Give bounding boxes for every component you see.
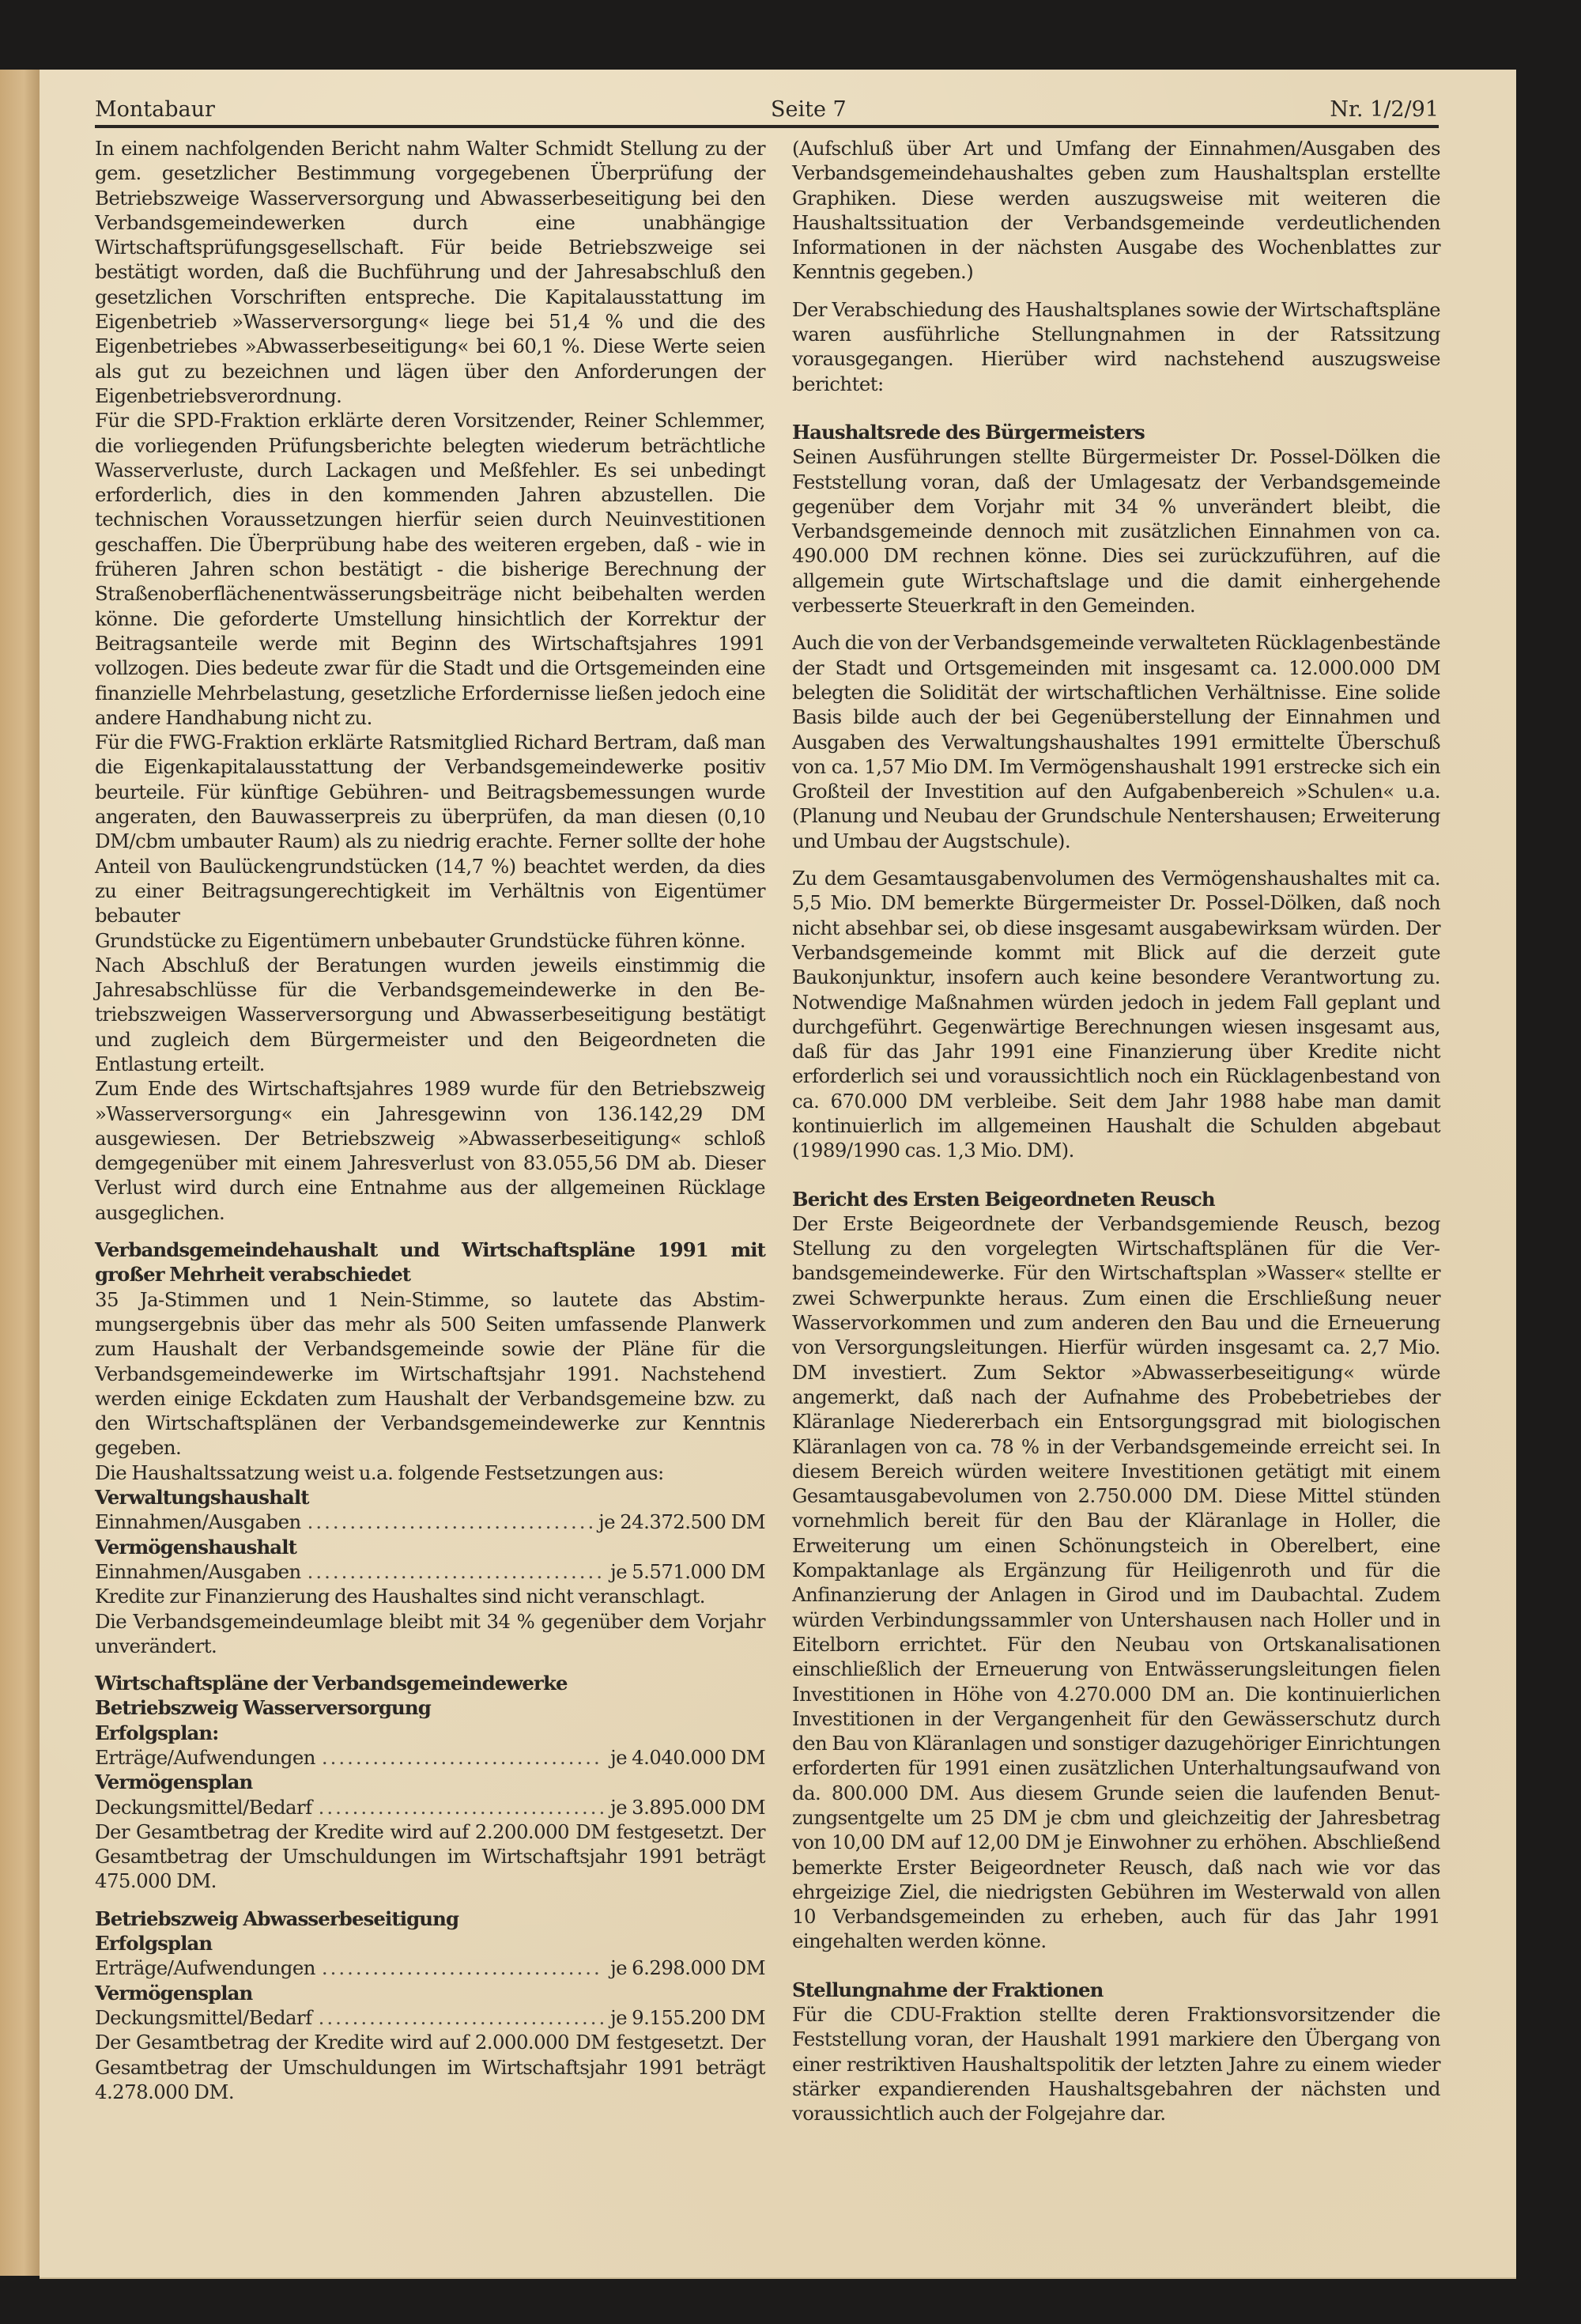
budget-row-value: je 9.155.200 DM — [610, 2005, 765, 2029]
right-column — [792, 136, 1440, 2126]
budget-row-value: je 24.372.500 DM — [598, 1510, 765, 1534]
paragraph: Seinen Ausführungen stellte Bürgermeister Dr. Possel-Dölken die Feststellung voran, daß der Umlagesatz der Verbandsgemeinde gegenüber dem Vorjahr mit 34 % unverändert bleibt, die Verbandsgemeinde dennoch mit zusätzlichen Einnahmen von ca. 490.000 DM rechnen könne. Dies sei zurückzuführen, auf die allgemein gute Wirtschaftslage und die damit einhergehende verbesserte Steuerkraft in den Gemeinden. — [792, 445, 1440, 618]
paragraph: Der Verabschiedung des Haushaltsplanes sowie der Wirtschaftspläne waren ausführliche Stellungnahmen in der Ratssitzung vorausgegangen. Hierüber wird nachstehend auszugsweise berichtet: — [792, 297, 1440, 395]
dot-leader — [319, 2005, 604, 2030]
page-sheet — [40, 70, 1516, 2277]
section-heading: Bericht des Ersten Beigeordneten Reusch — [792, 1187, 1215, 1211]
subheading: Erfolgsplan: — [95, 1721, 219, 1744]
paragraph: Zu dem Gesamtausgabenvolumen des Vermögenshaushaltes mit ca. 5,5 Mio. DM bemerkte Bürgermeister Dr. Possel-Dölken, daß noch nicht absehbar sei, ob diese insgesamt ausgabewirksam würden. Der Verbandsgemeinde kommt mit Blick auf die derzeit gute Baukonjunktur, insofern auch keine besondere Verantwortung zu. Notwendige Maßnahmen würden jedoch in jedem Fall geplant und durchgeführt. Gegenwärtige Berechnungen wiesen insgesamt aus, daß für das Jahr 1991 eine Finanzierung über Kredite nicht erforderlich sei und voraussichtlich noch ein Rücklagenbestand von ca. 670.000 DM verbleibe. Seit dem Jahr 1988 habe man damit kontinuierlich im allgemeinen Haushalt die Schulden abgebaut (1989/1990 cas. 1,3 Mio. DM). — [792, 867, 1440, 1162]
section-heading: Verbandsgemeindehaushalt und Wirtschaftspläne 1991 mit großer Mehrheit verabschiedet — [95, 1238, 765, 1287]
dot-leader — [308, 1510, 592, 1534]
budget-row-label: Deckungsmittel/Bedarf — [95, 2005, 312, 2029]
paragraph: Für die CDU-Fraktion stellte deren Fraktionsvorsitzender die Feststellung voran, der Haushalt 1991 markiere den Übergang von einer restriktiven Haushaltspolitik der letzten Jahre zu einem wieder stärker expandierenden Haushaltsgebahren der nächsten und voraussichtlich auch der Folgejahre dar. — [792, 2003, 1440, 2126]
budget-row — [95, 1795, 765, 1820]
budget-row-label: Einnahmen/Ausgaben — [95, 1510, 301, 1534]
budget-row — [95, 1745, 765, 1770]
budget-row — [95, 1559, 765, 1584]
paragraph: Nach Abschluß der Beratungen wurden jeweils einstimmig die Jahresabschlüsse für die Verbandsgemeindewerke in den Betriebszweigen Wasserversorgung und Abwasserbeseitigung bestätigt und zugleich dem Bürgermeister und den Beigeordneten die Entlastung erteilt. — [95, 953, 765, 1075]
subheading: Verwaltungshaushalt — [95, 1486, 309, 1510]
paragraph: 35 Ja-Stimmen und 1 Nein-Stimme, so lautete das Abstimmungsergebnis über das mehr als 500 Seiten umfassende Planwerk zum Haushalt der Verbandsgemeinde sowie der Pläne für die Verbandsgemeindewerke im Wirtschaftsjahr 1991. Nachstehend werden einige Eckdaten zum Haushalt der Verbandsgemeine bzw. zu den Wirtschaftsplänen der Verbandsgemeindewerke zur Kenntnis gegeben. — [95, 1287, 765, 1460]
budget-row — [95, 2005, 765, 2030]
budget-row-label: Einnahmen/Ausgaben — [95, 1559, 301, 1583]
budget-row-label: Deckungsmittel/Bedarf — [95, 1795, 312, 1819]
paragraph: Die Verbandsgemeindeumlage bleibt mit 34 % gegenüber dem Vorjahr unverändert. — [95, 1609, 765, 1657]
header-page-number: Seite 7 — [771, 97, 847, 122]
paragraph: Für die FWG-Fraktion erklärte Ratsmitglied Richard Bertram, daß man die Eigenkapitalausstattung der Verbandsgemeindewerke positiv beurteile. Für künftige Gebühren- und Beitragsbemessungen wurde angeraten, den Bauwasserpreis zu überprüfen, da man diesen (0,10 DM/cbm umbauter Raum) als zu niedrig erachte. Ferner sollte der hohe Anteil von Baulückengrundstücken (14,7 %) beachtet werden, da dies zu einer Beitragsungerechtigkeit im Verhältnis von Eigentümer bebauter — [95, 731, 765, 928]
paragraph: (Aufschluß über Art und Umfang der Einnahmen/Ausgaben des Verbandsgemeindehaushaltes geben zum Haushaltsplan erstellte Graphiken. Diese werden auszugsweise mit weiteren die Haushaltssituation der Verbandsgemeinde verdeutlichenden Informationen in der nächsten Ausgabe des Wochenblattes zur Kenntnis gegeben.) — [792, 137, 1440, 284]
subheading: Vermögenshaushalt — [95, 1535, 296, 1559]
budget-row — [95, 1510, 765, 1534]
budget-row-value: je 5.571.000 DM — [610, 1559, 765, 1583]
paragraph: Grundstücke zu Eigentümern unbebauter Grundstücke führen könne. — [95, 928, 745, 952]
section-heading: Haushaltsrede des Bürgermeisters — [792, 420, 1145, 444]
section-heading: Stellungnahme der Fraktionen — [792, 1978, 1104, 2001]
dot-leader — [319, 1795, 604, 1820]
budget-row-label: Erträge/Aufwendungen — [95, 1746, 315, 1769]
paragraph: Der Gesamtbetrag der Kredite wird auf 2.000.000 DM festgesetzt. Der Gesamtbetrag der Umschuldungen im Wirtschaftsjahr 1991 beträgt 4.278.000 DM. — [95, 2031, 765, 2103]
budget-row — [95, 1956, 765, 1980]
paragraph: Auch die von der Verbandsgemeinde verwalteten Rücklagenbestände der Stadt und Ortsgemeinden mit insgesamt ca. 12.000.000 DM belegten die Solidität der wirtschaftlichen Verhältnisse. Eine solide Basis bilde auch der bei Gegenüberstellung der Einnahmen und Ausgaben des Verwaltungshaushaltes 1991 ermittelte Überschuß von ca. 1,57 Mio DM. Im Vermögenshaushalt 1991 erstrecke sich ein Großteil der Investition auf den Aufgabenbereich »Schulen« u.a. (Planung und Neubau der Grundschule Nentershausen; Erweiterung und Umbau der Augstschule). — [792, 631, 1440, 852]
dot-leader — [308, 1559, 604, 1584]
subheading: Vermögensplan — [95, 1981, 253, 2005]
subheading: Betriebszweig Wasserversorgung — [95, 1696, 431, 1720]
paragraph: Die Haushaltssatzung weist u.a. folgende Festsetzungen aus: — [95, 1461, 664, 1484]
subheading: Betriebszweig Abwasserbeseitigung — [95, 1906, 459, 1930]
header-issue-number: Nr. 1/2/91 — [1330, 97, 1439, 122]
page-header — [95, 92, 1439, 128]
adjacent-page-edge — [0, 70, 41, 2276]
budget-row-value: je 4.040.000 DM — [610, 1746, 765, 1769]
paragraph: Zum Ende des Wirtschaftsjahres 1989 wurde für den Betriebszweig »Wasserversorgung« ein Jahresgewinn von 136.142,29 DM ausgewiesen. Der Betriebszweig »Abwasserbeseitigung« schloß demgegenüber mit einem Jahresverlust von 83.055,56 DM ab. Dieser Verlust wird durch eine Entnahme aus der allgemeinen Rücklage ausgeglichen. — [95, 1077, 765, 1224]
budget-row-value: je 6.298.000 DM — [610, 1956, 765, 1980]
paragraph: Für die SPD-Fraktion erklärte deren Vorsitzender, Reiner Schlemmer, die vorliegenden Prüfungsberichte belegten wiederum beträchtliche Wasserverluste, durch Lackagen und Meßfehler. Es sei unbedingt erforderlich, dies in den kommenden Jahren abzustellen. Die technischen Voraussetzungen hierfür seien durch Neuinvestitionen geschaffen. Die Überprübung habe des weiteren ergeben, daß - wie in früheren Jahren schon bestätigt - die bisherige Berechnung der Straßenoberflächenentwässerungsbeiträge nicht beibehalten werden könne. Die geforderte Umstellung hinsichtlich der Korrektur der Beitragsanteile werde mit Beginn des Wirtschaftsjahres 1991 vollzogen. Dies bedeute zwar für die Stadt und die Ortsgemeinden eine finanzielle Mehrbelastung, gesetzliche Erfordernisse ließen jedoch eine andere Handhabung nicht zu. — [95, 409, 765, 729]
header-town: Montabaur — [95, 97, 215, 122]
subheading: Vermögensplan — [95, 1770, 253, 1794]
budget-row-label: Erträge/Aufwendungen — [95, 1956, 315, 1980]
paragraph: In einem nachfolgenden Bericht nahm Walter Schmidt Stellung zu der gem. gesetzlicher Bestimmung vorgegebenen Überprüfung der Betriebszweige Wasserversorgung und Abwasserbeseitigung bei den Verbandsgemeindewerken durch eine unabhängige Wirtschaftsprüfungsgesellschaft. Für beide Betriebszweige sei bestätigt worden, daß die Buchführung und der Jahresabschluß den gesetzlichen Vorschriften entspreche. Die Kapitalausstattung im Eigenbetrieb »Wasserversorgung« liege bei 51,4 % und die des Eigenbetriebes »Abwasserbeseitigung« bei 60,1 %. Diese Werte seien als gut zu bezeichnen und lägen über den Anforderungen der Eigenbetriebsverordnung. — [95, 137, 765, 407]
paragraph: Kredite zur Finanzierung des Haushaltes sind nicht veranschlagt. — [95, 1585, 705, 1608]
paragraph: Der Gesamtbetrag der Kredite wird auf 2.200.000 DM festgesetzt. Der Gesamtbetrag der Umschuldungen im Wirtschaftsjahr 1991 beträgt 475.000 DM. — [95, 1820, 765, 1893]
dot-leader — [322, 1745, 604, 1770]
subheading: Erfolgsplan — [95, 1932, 213, 1956]
left-column — [95, 136, 765, 2104]
dot-leader — [322, 1956, 604, 1980]
paragraph: Der Erste Beigeordnete der Verbandsgemiende Reusch, bezog Stellung zu den vorgelegten Wirtschaftsplänen für die Verbandsgemeindewerke. Für den Wirtschaftsplan »Wasser« stellte er zwei Schwerpunkte heraus. Zum einen die Erschließung neuer Wasservorkommen und zum anderen den Bau und die Erneuerung von Versorgungsleitungen. Hierfür würden insgesamt ca. 2,7 Mio. DM investiert. Zum Sektor »Abwasserbeseitigung« würde angemerkt, daß nach der Aufnahme des Probebetriebes der Kläranlage Niedererbach ein Entsorgungsgrad mit biologischen Kläranlagen von ca. 78 % in der Verbandsgemeinde erreicht sei. In diesem Bereich würden weitere Investitionen getätigt mit einem Gesamtausgabevolumen von 2.750.000 DM. Diese Mittel stünden vornehmlich bereit für den Bau der Kläranlage in Holler, die Erweiterung um einen Schönungsteich in Oberelbert, eine Kompaktanlage als Ergänzung für Heiligenroth und für die Anfinanzierung der Anlagen in Girod und im Daubachtal. Zudem würden Verbindungssammler von Untershausen nach Holler und in Eitelborn errichtet. Für den Neubau von Ortskanalisationen einschließlich der Erneuerung von Entwässerungsleitungen fielen Investitionen in Höhe von 4.270.000 DM an. Die kontinuierlichen Investitionen in der Vergangenheit für den Gewässerschutz durch den Bau von Kläranlagen und sonstiger dazugehöriger Einrichtungen erforderten für 1991 einen zusätzlichen Unterhaltungsaufwand von da. 800.000 DM. Aus diesem Grunde seien die laufenden Benutzungsentgelte um 25 DM je cbm und gleichzeitig der Jahresbetrag von 10,00 DM auf 12,00 DM je Einwohner zu erhöhen. Abschließend bemerkte Erster Beigeordneter Reusch, daß nach wie vor das ehrgeizige Ziel, die niedrigsten Gebühren im Westerwald von allen 10 Verbandsgemeinden zu erheben, auch für das Jahr 1991 eingehalten werden könne. — [792, 1211, 1440, 1953]
section-heading: Wirtschaftspläne der Verbandsgemeindewerke — [95, 1672, 568, 1695]
budget-row-value: je 3.895.000 DM — [610, 1795, 765, 1819]
